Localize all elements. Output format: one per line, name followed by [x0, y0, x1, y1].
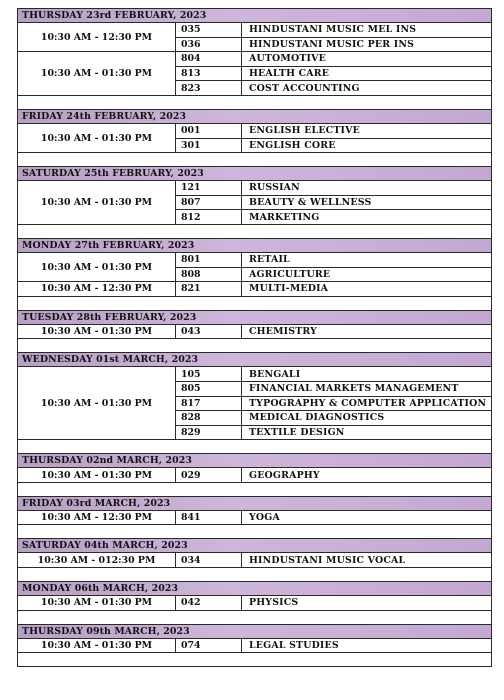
subject-name: COST ACCOUNTING — [242, 81, 492, 96]
exam-time: 10:30 AM - 012:30 PM — [18, 553, 176, 568]
paper-row — [18, 510, 492, 525]
spacer-cell — [18, 224, 492, 238]
spacer-row — [18, 296, 492, 310]
subject-name: BENGALI — [242, 367, 492, 382]
subject-code: 829 — [176, 425, 242, 440]
datesheet — [17, 8, 491, 667]
subject-name: BEAUTY & WELLNESS — [242, 195, 492, 210]
paper-row — [18, 638, 492, 653]
exam-time: 10:30 AM - 01:30 PM — [18, 123, 176, 152]
exam-date: THURSDAY 02nd MARCH, 2023 — [18, 454, 492, 468]
exam-time: 10:30 AM - 01:30 PM — [18, 252, 176, 281]
date-header-row — [18, 624, 492, 638]
subject-code: 813 — [176, 66, 242, 81]
exam-time: 10:30 AM - 12:30 PM — [18, 282, 176, 297]
date-header-row — [18, 109, 492, 123]
date-header-row — [18, 238, 492, 252]
exam-time: 10:30 AM - 12:30 PM — [18, 510, 176, 525]
date-header-row — [18, 310, 492, 324]
paper-row — [18, 596, 492, 611]
date-header-row — [18, 353, 492, 367]
paper-row — [18, 553, 492, 568]
spacer-cell — [18, 95, 492, 109]
exam-date: FRIDAY 24th FEBRUARY, 2023 — [18, 109, 492, 123]
paper-row — [18, 52, 492, 67]
subject-code: 029 — [176, 468, 242, 483]
subject-name: RETAIL — [242, 252, 492, 267]
spacer-row — [18, 482, 492, 496]
subject-code: 841 — [176, 510, 242, 525]
subject-name: FINANCIAL MARKETS MANAGEMENT — [242, 381, 492, 396]
subject-code: 823 — [176, 81, 242, 96]
paper-row — [18, 252, 492, 267]
subject-code: 807 — [176, 195, 242, 210]
paper-row — [18, 367, 492, 382]
spacer-row — [18, 440, 492, 454]
exam-time: 10:30 AM - 01:30 PM — [18, 468, 176, 483]
subject-code: 812 — [176, 210, 242, 225]
date-header-row — [18, 539, 492, 553]
subject-name: TYPOGRAPHY & COMPUTER APPLICATION — [242, 396, 492, 411]
exam-time: 10:30 AM - 01:30 PM — [18, 367, 176, 440]
exam-time: 10:30 AM - 01:30 PM — [18, 596, 176, 611]
spacer-row — [18, 95, 492, 109]
subject-name: ENGLISH ELECTIVE — [242, 123, 492, 138]
subject-code: 804 — [176, 52, 242, 67]
spacer-cell — [18, 610, 492, 624]
exam-date: SATURDAY 04th MARCH, 2023 — [18, 539, 492, 553]
spacer-row — [18, 153, 492, 167]
subject-code: 301 — [176, 138, 242, 153]
subject-code: 808 — [176, 267, 242, 282]
subject-code: 821 — [176, 282, 242, 297]
spacer-cell — [18, 653, 492, 667]
exam-time: 10:30 AM - 01:30 PM — [18, 324, 176, 339]
subject-code: 034 — [176, 553, 242, 568]
spacer-row — [18, 525, 492, 539]
exam-time: 10:30 AM - 01:30 PM — [18, 181, 176, 225]
paper-row — [18, 181, 492, 196]
date-header-row — [18, 496, 492, 510]
exam-date: MONDAY 27th FEBRUARY, 2023 — [18, 238, 492, 252]
exam-date: FRIDAY 03rd MARCH, 2023 — [18, 496, 492, 510]
subject-name: MEDICAL DIAGNOSTICS — [242, 411, 492, 426]
subject-name: TEXTILE DESIGN — [242, 425, 492, 440]
subject-code: 801 — [176, 252, 242, 267]
subject-code: 828 — [176, 411, 242, 426]
paper-row — [18, 324, 492, 339]
subject-code: 105 — [176, 367, 242, 382]
subject-name: HINDUSTANI MUSIC VOCAL — [242, 553, 492, 568]
subject-code: 042 — [176, 596, 242, 611]
subject-name: RUSSIAN — [242, 181, 492, 196]
subject-name: PHYSICS — [242, 596, 492, 611]
spacer-row — [18, 653, 492, 667]
date-header-row — [18, 9, 492, 23]
spacer-row — [18, 224, 492, 238]
exam-time: 10:30 AM - 01:30 PM — [18, 52, 176, 96]
schedule-body — [18, 9, 492, 667]
subject-name: HEALTH CARE — [242, 66, 492, 81]
date-header-row — [18, 167, 492, 181]
subject-code: 817 — [176, 396, 242, 411]
paper-row — [18, 23, 492, 38]
exam-date: THURSDAY 23rd FEBRUARY, 2023 — [18, 9, 492, 23]
subject-name: LEGAL STUDIES — [242, 638, 492, 653]
subject-name: YOGA — [242, 510, 492, 525]
spacer-cell — [18, 568, 492, 582]
subject-code: 043 — [176, 324, 242, 339]
paper-row — [18, 468, 492, 483]
paper-row — [18, 123, 492, 138]
exam-time: 10:30 AM - 12:30 PM — [18, 23, 176, 52]
exam-date: THURSDAY 09th MARCH, 2023 — [18, 624, 492, 638]
subject-name: GEOGRAPHY — [242, 468, 492, 483]
subject-name: MARKETING — [242, 210, 492, 225]
spacer-row — [18, 339, 492, 353]
subject-name: MULTI-MEDIA — [242, 282, 492, 297]
exam-date: MONDAY 06th MARCH, 2023 — [18, 582, 492, 596]
date-header-row — [18, 582, 492, 596]
exam-date: SATURDAY 25th FEBRUARY, 2023 — [18, 167, 492, 181]
subject-code: 036 — [176, 37, 242, 52]
exam-date: TUESDAY 28th FEBRUARY, 2023 — [18, 310, 492, 324]
subject-name: AUTOMOTIVE — [242, 52, 492, 67]
spacer-cell — [18, 296, 492, 310]
subject-code: 121 — [176, 181, 242, 196]
spacer-cell — [18, 440, 492, 454]
date-header-row — [18, 454, 492, 468]
spacer-cell — [18, 339, 492, 353]
paper-row — [18, 282, 492, 297]
exam-schedule-table — [17, 8, 492, 667]
spacer-cell — [18, 153, 492, 167]
subject-name: HINDUSTANI MUSIC MEL INS — [242, 23, 492, 38]
exam-time: 10:30 AM - 01:30 PM — [18, 638, 176, 653]
spacer-cell — [18, 525, 492, 539]
subject-name: ENGLISH CORE — [242, 138, 492, 153]
subject-name: HINDUSTANI MUSIC PER INS — [242, 37, 492, 52]
subject-code: 074 — [176, 638, 242, 653]
subject-name: CHEMISTRY — [242, 324, 492, 339]
spacer-cell — [18, 482, 492, 496]
spacer-row — [18, 610, 492, 624]
spacer-row — [18, 568, 492, 582]
subject-code: 805 — [176, 381, 242, 396]
exam-date: WEDNESDAY 01st MARCH, 2023 — [18, 353, 492, 367]
subject-code: 001 — [176, 123, 242, 138]
subject-name: AGRICULTURE — [242, 267, 492, 282]
subject-code: 035 — [176, 23, 242, 38]
